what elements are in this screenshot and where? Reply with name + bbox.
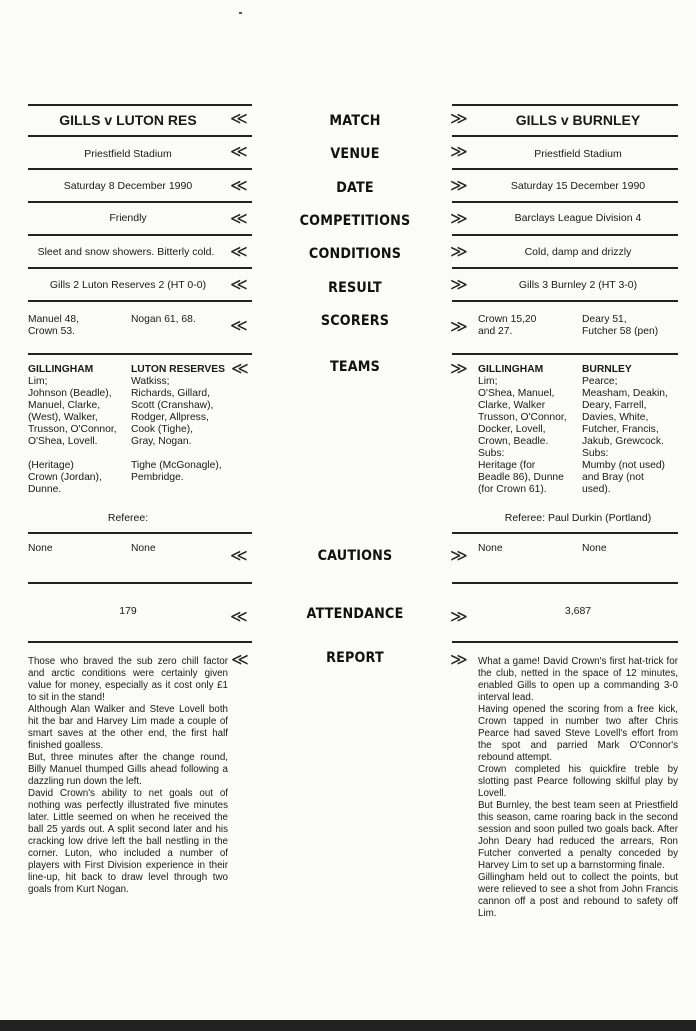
right-cautions-away: None — [582, 543, 607, 554]
right-cautions-home: None — [478, 543, 503, 554]
left-arrow-icon: ≪ — [231, 650, 249, 669]
left-report — [28, 656, 228, 896]
right-arrow-icon: ≫ — [450, 109, 468, 128]
report-paragraph: Crown completed his quickfire treble by slotting past Pearce following skilful play by Lovell. — [478, 764, 678, 799]
left-arrow-icon: ≪ — [230, 242, 248, 261]
label-scorers: SCORERS — [320, 313, 390, 329]
report-paragraph: Those who braved the sub zero chill factor and arctic conditions were certainly given value for money, especially as it cost only £1 to sit in the stand! — [28, 656, 228, 703]
left-cautions-home: None — [28, 543, 53, 554]
report-paragraph: Gillingham held out to collect the points, but were relieved to see a shot from John Francis cannon off a post and rebound to safety off Lim. — [478, 872, 678, 919]
right-venue: Priestfield Stadium — [534, 148, 622, 160]
left-team-home: Lim; Johnson (Beadle), Manuel, Clarke, (West), Walker, Trusson, O'Connor, O'Shea, Lovell. (Heritage) Crown (Jordan), Dunne. — [28, 376, 117, 495]
right-arrow-icon: ≫ — [450, 142, 468, 161]
report-paragraph: Although Alan Walker and Steve Lovell both hit the bar and Harvey Lim made a couple of smart saves at the other end, the first half finished goalless. — [28, 704, 228, 751]
left-arrow-icon: ≪ — [231, 359, 249, 378]
right-report — [478, 656, 678, 920]
divider — [452, 104, 678, 106]
divider — [452, 234, 678, 236]
left-team-away: Watkiss; Richards, Gillard, Scott (Cranshaw), Rodger, Allpress, Cook (Tighe), Gray, Nogan. Tighe (McGonagle), Pembridge. — [131, 376, 222, 483]
left-arrow-icon: ≪ — [230, 109, 248, 128]
left-venue: Priestfield Stadium — [84, 148, 172, 160]
left-scorers-home: Manuel 48, Crown 53. — [28, 314, 79, 337]
left-result: Gills 2 Luton Reserves 2 (HT 0-0) — [49, 279, 207, 291]
left-arrow-icon: ≪ — [230, 546, 248, 565]
divider — [28, 201, 252, 203]
right-arrow-icon: ≫ — [450, 546, 468, 565]
right-team-away: Pearce; Measham, Deakin, Deary, Farrell, Davies, White, Futcher, Francis, Jakub, Grewcock. Subs: Mumby (not used) and Bray (not used). — [582, 376, 668, 495]
divider — [28, 267, 252, 269]
right-arrow-icon: ≫ — [450, 359, 468, 378]
right-arrow-icon: ≫ — [450, 242, 468, 261]
report-paragraph: But, three minutes after the change round, Billy Manuel thumped Gills ahead following a dazzling run down the left. — [28, 752, 228, 787]
right-arrow-icon: ≫ — [450, 317, 468, 336]
left-team-home-name: GILLINGHAM — [28, 364, 94, 375]
label-competitions: COMPETITIONS — [299, 213, 411, 229]
divider — [28, 168, 252, 170]
right-scorers-home: Crown 15,20 and 27. — [478, 314, 537, 337]
left-referee: Referee: — [107, 512, 149, 524]
report-paragraph: Having opened the scoring from a free kick, Crown tapped in number two after Chris Pearce had saved Steve Lovell's effort from the spot and parried Mark O'Connor's rebound attempt. — [478, 704, 678, 763]
left-team-away-name: LUTON RESERVES — [131, 364, 226, 375]
divider — [452, 201, 678, 203]
left-match-title: GILLS v LUTON RES — [59, 112, 197, 128]
report-paragraph: What a game! David Crown's first hat-trick for the club, netted in the space of 12 minutes, enabled Gills to open up a commanding 3-0 interval lead. — [478, 656, 678, 703]
report-paragraph: But Burnley, the best team seen at Priestfield this season, came roaring back in the second session and soon pulled two goals back. After John Deary had reduced the arrears, Ron Futcher converted a penalty conceded by Harvey Lim to set up a barnstorming finale. — [478, 800, 678, 871]
divider — [28, 532, 252, 534]
divider — [452, 582, 678, 584]
label-result: RESULT — [328, 280, 382, 296]
label-cautions: CAUTIONS — [317, 548, 393, 564]
divider — [28, 234, 252, 236]
left-arrow-icon: ≪ — [230, 142, 248, 161]
right-competition: Barclays League Division 4 — [514, 212, 642, 224]
right-conditions: Cold, damp and drizzly — [524, 246, 632, 258]
bottom-edge-bar — [0, 1020, 696, 1031]
left-arrow-icon: ≪ — [230, 209, 248, 228]
label-match: MATCH — [329, 113, 381, 129]
left-cautions-away: None — [131, 543, 156, 554]
left-competition: Friendly — [109, 212, 147, 224]
right-date: Saturday 15 December 1990 — [510, 180, 646, 192]
report-paragraph: David Crown's ability to net goals out of nothing was perfectly illustrated five minutes later. Little seemed on when he received the ball 25 yards out. A split second later and his cracking low drive left the ball nestling in the corner. Luton, who included a number of players with First Division experience in their line-up, hit back to draw level through two goals from Kurt Nogan. — [28, 788, 228, 895]
left-arrow-icon: ≪ — [230, 176, 248, 195]
label-teams: TEAMS — [329, 359, 381, 375]
divider — [28, 641, 252, 643]
divider — [28, 300, 252, 302]
label-date: DATE — [336, 180, 374, 196]
divider — [452, 135, 678, 137]
left-arrow-icon: ≪ — [230, 316, 248, 335]
label-venue: VENUE — [330, 146, 380, 162]
right-team-home: Lim; O'Shea, Manuel, Clarke, Walker Trusson, O'Connor, Docker, Lovell, Crown, Beadle. Subs: Heritage (for Beadle 86), Dunne (for Crown 61). — [478, 376, 567, 495]
divider — [28, 353, 252, 355]
right-scorers-away: Deary 51, Futcher 58 (pen) — [582, 314, 659, 337]
divider — [452, 532, 678, 534]
left-conditions: Sleet and snow showers. Bitterly cold. — [37, 246, 215, 258]
right-arrow-icon: ≫ — [450, 209, 468, 228]
right-referee: Referee: Paul Durkin (Portland) — [504, 512, 652, 524]
divider — [452, 641, 678, 643]
right-team-away-name: BURNLEY — [582, 364, 632, 375]
right-team-home-name: GILLINGHAM — [478, 364, 544, 375]
left-arrow-icon: ≪ — [230, 275, 248, 294]
left-date: Saturday 8 December 1990 — [63, 180, 193, 192]
right-result: Gills 3 Burnley 2 (HT 3-0) — [518, 279, 638, 291]
label-conditions: CONDITIONS — [308, 246, 402, 262]
divider — [28, 582, 252, 584]
label-report: REPORT — [326, 650, 384, 666]
right-attendance: 3,687 — [564, 605, 592, 617]
right-arrow-icon: ≫ — [450, 176, 468, 195]
divider — [452, 168, 678, 170]
divider — [452, 300, 678, 302]
divider — [28, 104, 252, 106]
left-attendance: 179 — [119, 605, 137, 617]
right-arrow-icon: ≫ — [450, 607, 468, 626]
right-arrow-icon: ≫ — [450, 275, 468, 294]
top-mark — [239, 12, 242, 14]
divider — [452, 267, 678, 269]
divider — [452, 353, 678, 355]
right-match-title: GILLS v BURNLEY — [515, 112, 641, 128]
left-arrow-icon: ≪ — [230, 607, 248, 626]
right-arrow-icon: ≫ — [450, 650, 468, 669]
label-attendance: ATTENDANCE — [306, 606, 404, 622]
left-scorers-away: Nogan 61, 68. — [131, 314, 196, 325]
divider — [28, 135, 252, 137]
